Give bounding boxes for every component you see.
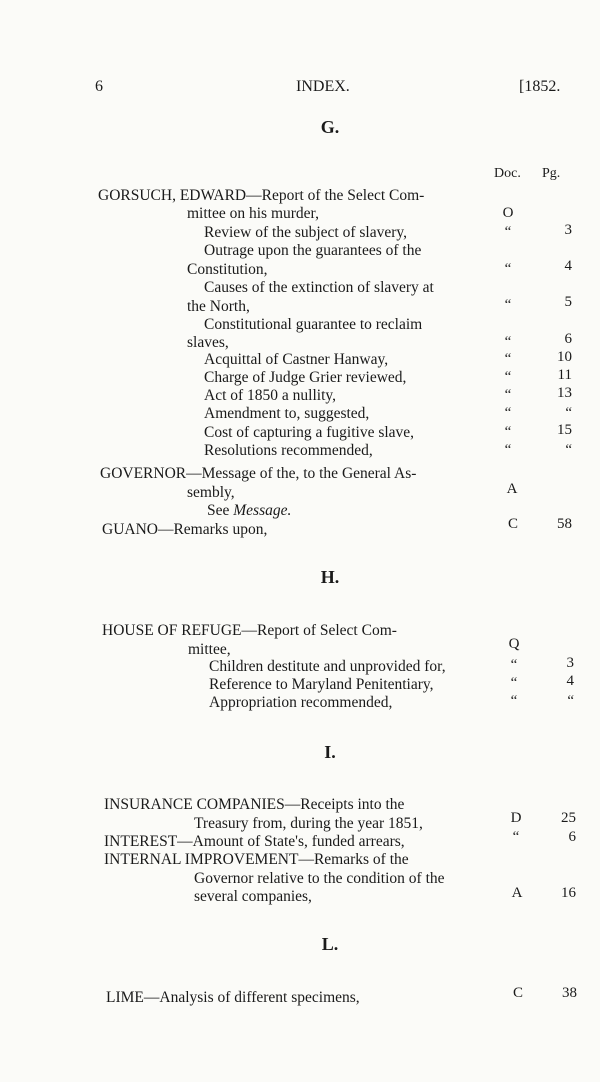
subentry-text: Cost of capturing a fugitive slave, xyxy=(204,424,415,441)
entry-lime-doc: C xyxy=(512,985,523,1001)
subentry-text-continuation: Constitution, xyxy=(187,261,268,278)
subentry-text: Constitutional guarantee to reclaim xyxy=(204,316,423,333)
section-letter-g: G. xyxy=(320,117,340,137)
subentry-page: 10 xyxy=(557,349,572,365)
subentry-doc: “ xyxy=(504,261,512,277)
entry-house-of-refuge-heading: HOUSE OF REFUGE—Report of Select Com- xyxy=(102,622,397,639)
entry-insurance-doc: D xyxy=(510,810,522,826)
subentry-text: Act of 1850 a nullity, xyxy=(204,387,337,404)
entry-gorsuch-doc: O xyxy=(502,205,514,221)
entry-insurance-continuation: Treasury from, during the year 1851, xyxy=(194,815,423,832)
entry-insurance-heading: INSURANCE COMPANIES—Receipts into the xyxy=(104,796,405,813)
subentry-doc: “ xyxy=(504,297,512,313)
column-header-doc: Doc. xyxy=(494,166,521,181)
subentry-page: 4 xyxy=(566,673,574,689)
subentry-doc: “ xyxy=(504,224,512,240)
entry-internal-improvement-page: 16 xyxy=(561,885,576,901)
subentry-text: Outrage upon the guarantees of the xyxy=(204,242,422,259)
subentry-doc: “ xyxy=(504,351,512,367)
entry-gorsuch-continuation: mittee on his murder, xyxy=(187,205,319,222)
subentry-text: Causes of the extinction of slavery at xyxy=(204,279,434,296)
entry-internal-improvement-heading: INTERNAL IMPROVEMENT—Remarks of the xyxy=(104,851,409,868)
subentry-text: Charge of Judge Grier reviewed, xyxy=(204,369,407,386)
subentry-text: Acquittal of Castner Hanway, xyxy=(204,351,389,368)
subentry-doc: “ xyxy=(504,424,512,440)
entry-governor-heading: GOVERNOR—Message of the, to the General As- xyxy=(100,465,417,482)
entry-internal-improvement-doc: A xyxy=(511,885,523,901)
subentry-page: 13 xyxy=(557,385,572,401)
subentry-page: 3 xyxy=(566,655,574,671)
cross-reference-target: Message. xyxy=(233,502,292,519)
subentry-doc: “ xyxy=(504,442,512,458)
entry-internal-improvement-continuation: several companies, xyxy=(194,888,312,905)
subentry-text-continuation: slaves, xyxy=(187,334,229,351)
entry-insurance-page: 25 xyxy=(561,810,576,826)
entry-lime-page: 38 xyxy=(562,985,577,1001)
section-letter-h: H. xyxy=(320,567,340,587)
subentry-page: 6 xyxy=(564,331,572,347)
running-year: [1852. xyxy=(519,78,561,95)
entry-governor-continuation: sembly, xyxy=(187,484,235,501)
subentry-page: 4 xyxy=(564,258,572,274)
entry-lime-heading: LIME—Analysis of different specimens, xyxy=(106,989,360,1006)
subentry-text: Amendment to, suggested, xyxy=(204,405,370,422)
subentry-doc: “ xyxy=(510,675,518,691)
section-letter-l: L. xyxy=(321,934,339,954)
entry-interest-heading: INTEREST—Amount of State's, funded arrears, xyxy=(104,833,405,850)
subentry-text: Appropriation recommended, xyxy=(209,694,393,711)
subentry-text: Resolutions recommended, xyxy=(204,442,373,459)
entry-gorsuch-heading: GORSUCH, EDWARD—Report of the Select Com- xyxy=(98,187,425,204)
section-letter-i: I. xyxy=(324,742,336,762)
column-header-page: Pg. xyxy=(542,166,561,181)
subentry-page: 11 xyxy=(557,367,572,383)
subentry-text: Reference to Maryland Penitentiary, xyxy=(209,676,434,693)
subentry-doc: “ xyxy=(504,334,512,350)
subentry-page: 5 xyxy=(564,294,572,310)
entry-house-of-refuge-doc: Q xyxy=(508,636,520,652)
subentry-page: “ xyxy=(565,442,572,458)
subentry-doc: “ xyxy=(504,369,512,385)
entry-governor-doc: A xyxy=(506,481,518,497)
subentry-text: Review of the subject of slavery, xyxy=(204,224,408,241)
subentry-doc: “ xyxy=(504,387,512,403)
entry-guano-page: 58 xyxy=(557,516,572,532)
running-title: INDEX. xyxy=(296,78,350,95)
page-number: 6 xyxy=(95,78,103,95)
entry-guano-heading: GUANO—Remarks upon, xyxy=(102,521,268,538)
entry-guano-doc: C xyxy=(507,516,518,532)
cross-reference xyxy=(207,502,291,520)
entry-internal-improvement-continuation: Governor relative to the condition of the xyxy=(194,870,445,887)
entry-interest-page: 6 xyxy=(568,829,576,845)
subentry-text: Children destitute and unprovided for, xyxy=(209,658,446,675)
entry-interest-doc: “ xyxy=(512,829,520,845)
cross-reference-prefix: See xyxy=(207,502,234,519)
subentry-page: “ xyxy=(567,693,574,709)
subentry-text-continuation: the North, xyxy=(187,298,250,315)
subentry-doc: “ xyxy=(510,657,518,673)
entry-house-of-refuge-continuation: mittee, xyxy=(188,641,231,658)
subentry-doc: “ xyxy=(510,693,518,709)
subentry-page: 15 xyxy=(557,422,572,438)
subentry-doc: “ xyxy=(504,405,512,421)
subentry-page: “ xyxy=(565,405,572,421)
subentry-page: 3 xyxy=(564,222,572,238)
